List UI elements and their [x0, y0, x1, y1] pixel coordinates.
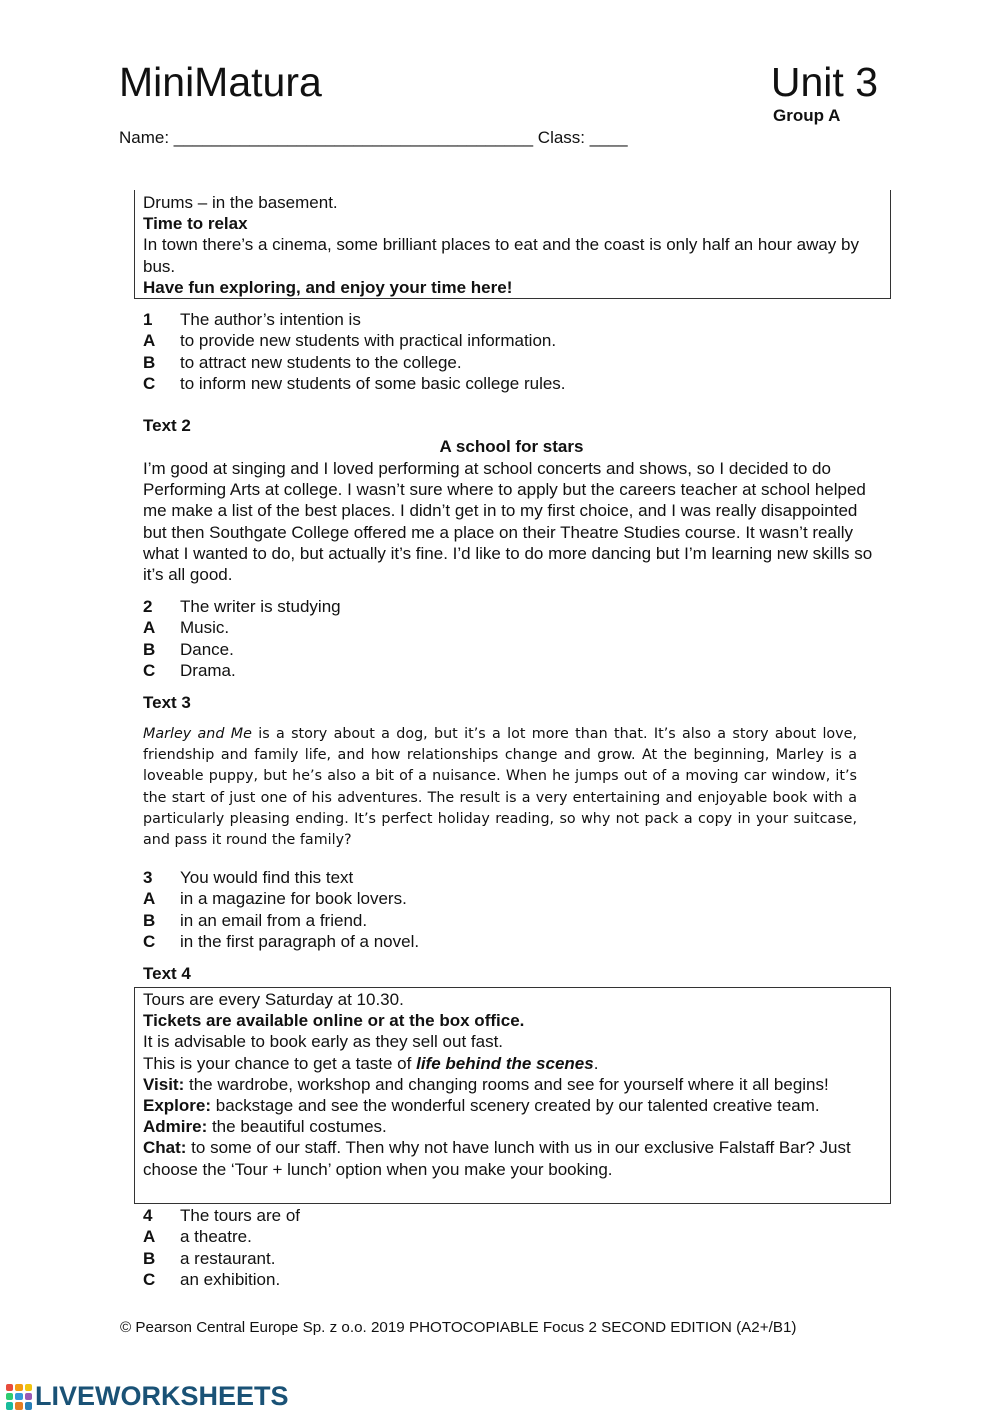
- text4-label: Text 4: [143, 964, 191, 983]
- text1-line: In town there’s a cinema, some brilliant places to eat and the coast is only half an hour away by bus.: [143, 235, 859, 276]
- visit-text: the wardrobe, workshop and changing rooms and see for yourself where it all begins!: [184, 1074, 829, 1094]
- option-letter: B: [143, 639, 156, 659]
- text2-title: A school for stars: [439, 437, 584, 456]
- option-text: a restaurant.: [180, 1248, 276, 1268]
- answer-option[interactable]: [143, 617, 341, 638]
- text2-body: I’m good at singing and I loved performing at school concerts and shows, so I decided to do Performing Arts at college. I wasn’t sure where to apply but the careers teacher at school helped me make a list of the best places. I didn’t get in to my first choice, and I was really disappointed but then Southgate College offered me a place on their Theatre Studies course. It wasn’t really what I wanted to do, but actually it’s fine. I’d like to do more dancing but I’m learning new skills so it’s all good.: [143, 459, 873, 585]
- logo-tile: [25, 1402, 32, 1409]
- liveworksheets-logo[interactable]: [6, 1381, 289, 1412]
- logo-tile: [25, 1393, 32, 1400]
- option-text: Dance.: [180, 639, 234, 659]
- text4-line: Tours are every Saturday at 10.30.: [143, 990, 404, 1009]
- question-2: [143, 596, 341, 682]
- logo-tile: [6, 1393, 13, 1400]
- text1-line: Drums – in the basement.: [143, 193, 338, 212]
- answer-option[interactable]: [143, 1269, 300, 1290]
- option-letter: A: [143, 1227, 156, 1247]
- question-stem: The tours are of: [180, 1206, 301, 1225]
- option-text: a theatre.: [180, 1227, 252, 1247]
- chat-text: to some of our staff. Then why not have lunch with us in our exclusive Falstaff Bar? Just choose the ‘Tour + lunch’ option when you make your booking.: [143, 1138, 851, 1179]
- text4-text: .: [593, 1053, 599, 1073]
- question-1: [143, 309, 566, 395]
- group-label: Group A: [773, 106, 841, 125]
- question-number: 3: [143, 868, 153, 887]
- logo-tile: [15, 1393, 22, 1400]
- text1-closing: Have fun exploring, and enjoy your time here!: [143, 277, 513, 297]
- option-text: to attract new students to the college.: [180, 352, 462, 372]
- question-number: 4: [143, 1206, 153, 1225]
- option-letter: A: [143, 618, 156, 638]
- chat-label: Chat:: [143, 1138, 187, 1158]
- answer-option[interactable]: [143, 330, 566, 351]
- text4-chat: [143, 1137, 882, 1179]
- text4-emphasis: life behind the scenes: [416, 1053, 594, 1073]
- answer-option[interactable]: [143, 373, 566, 394]
- text4-visit: [143, 1074, 882, 1095]
- answer-option[interactable]: [143, 639, 341, 660]
- text4-line: [143, 1053, 882, 1074]
- logo-grid-icon: [6, 1384, 32, 1410]
- answer-option[interactable]: [143, 1248, 300, 1269]
- text3-label: Text 3: [143, 693, 191, 712]
- option-letter: C: [143, 374, 156, 394]
- answer-option[interactable]: [143, 888, 419, 909]
- explore-text: backstage and see the wonderful scenery created by our talented creative team.: [211, 1096, 820, 1116]
- unit-label: Unit 3: [770, 59, 878, 105]
- logo-text: LIVEWORKSHEETS: [35, 1381, 289, 1411]
- option-letter: A: [143, 331, 156, 351]
- text4-admire: [143, 1116, 882, 1137]
- admire-label: Admire:: [143, 1117, 208, 1137]
- option-text: in a magazine for book lovers.: [180, 889, 407, 909]
- text3-body: [143, 724, 857, 851]
- option-text: Music.: [180, 618, 230, 638]
- question-stem: The writer is studying: [180, 597, 341, 616]
- explore-label: Explore:: [143, 1096, 212, 1116]
- text4-text: This is your chance to get a taste of: [143, 1053, 417, 1073]
- question-number: 1: [143, 310, 153, 329]
- copyright-footer: © Pearson Central Europe Sp. z o.o. 2019 PHOTOCOPIABLE Focus 2 SECOND EDITION (A2+/B1): [120, 1319, 797, 1336]
- answer-option[interactable]: [143, 352, 566, 373]
- option-letter: C: [143, 1270, 156, 1290]
- option-text: in an email from a friend.: [180, 910, 368, 930]
- text1-box: [134, 190, 891, 299]
- answer-option[interactable]: [143, 1226, 300, 1247]
- option-text: to inform new students of some basic college rules.: [180, 374, 566, 394]
- text4-line: It is advisable to book early as they sell out fast.: [143, 1032, 504, 1052]
- text4-explore: [143, 1095, 882, 1116]
- option-letter: C: [143, 661, 156, 681]
- option-letter: B: [143, 1248, 156, 1268]
- logo-tile: [15, 1384, 22, 1391]
- logo-tile: [6, 1402, 13, 1409]
- text4-line: Tickets are available online or at the box office.: [143, 1011, 525, 1031]
- option-text: an exhibition.: [180, 1270, 281, 1290]
- option-letter: B: [143, 910, 156, 930]
- answer-option[interactable]: [143, 660, 341, 681]
- option-text: in the first paragraph of a novel.: [180, 932, 420, 952]
- question-3: [143, 867, 419, 953]
- question-4: [143, 1205, 300, 1291]
- option-letter: A: [143, 889, 156, 909]
- logo-tile: [6, 1384, 13, 1391]
- question-stem: The author’s intention is: [180, 310, 361, 329]
- answer-option[interactable]: [143, 931, 419, 952]
- admire-text: the beautiful costumes.: [207, 1117, 387, 1137]
- option-letter: B: [143, 352, 156, 372]
- name-class-line: Name: ______________________________________ Class: ____: [119, 128, 628, 147]
- book-title: Marley and Me: [143, 726, 252, 742]
- logo-tile: [25, 1384, 32, 1391]
- text4-box: [134, 987, 891, 1204]
- option-text: to provide new students with practical information.: [180, 331, 557, 351]
- option-letter: C: [143, 932, 156, 952]
- question-stem: You would find this text: [180, 868, 354, 887]
- option-text: Drama.: [180, 661, 236, 681]
- answer-option[interactable]: [143, 910, 419, 931]
- logo-tile: [15, 1402, 22, 1409]
- text1-heading: Time to relax: [143, 214, 248, 234]
- question-number: 2: [143, 597, 153, 616]
- text3-paragraph: is a story about a dog, but it’s a lot more than that. It’s also a story about love, friendship and family life, and how relationships change and grow. At the beginning, Marley is a loveable puppy, but he’s also a bit of a nuisance. When he jumps out of a moving car window, it’s the start of just one of his adventures. The result is a very entertaining and enjoyable book with a particularly pleasing ending. It’s perfect holiday reading, so why not pack a copy in your suitcase, and pass it round the family?: [143, 726, 857, 849]
- text2-label: Text 2: [143, 416, 191, 435]
- worksheet-title: MiniMatura: [119, 59, 322, 105]
- visit-label: Visit:: [143, 1074, 185, 1094]
